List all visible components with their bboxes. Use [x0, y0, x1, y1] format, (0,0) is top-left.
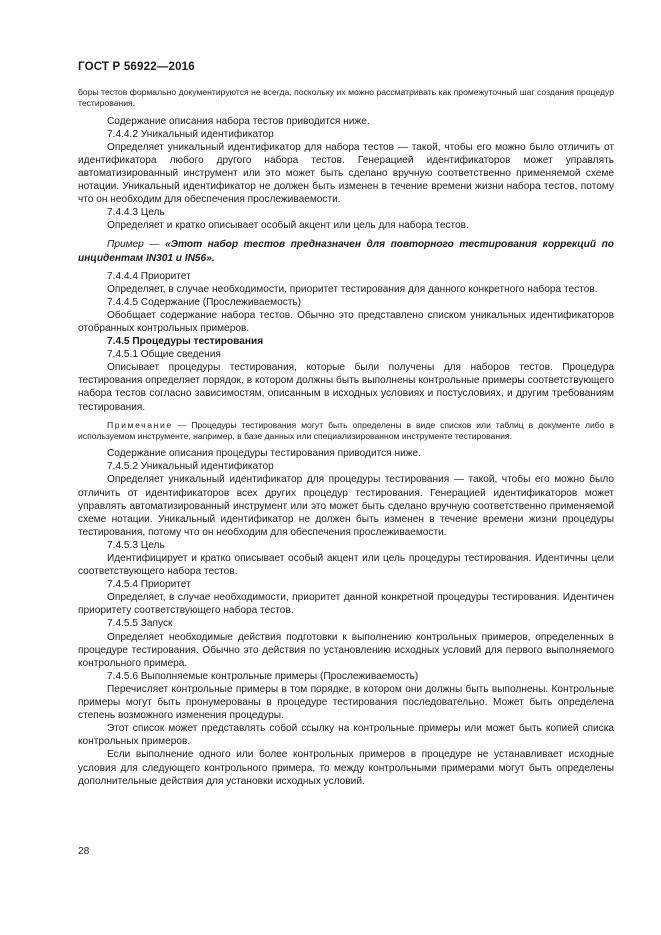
- paragraph: Содержание описания процедуры тестирования приводится ниже.: [107, 448, 421, 460]
- section-heading-7455: 7.4.5.5 Запуск: [107, 618, 173, 630]
- section-heading-7453: 7.4.5.3 Цель: [107, 539, 165, 551]
- section-heading-745: 7.4.5 Процедуры тестирования: [107, 336, 264, 348]
- document-body: [78, 87, 614, 788]
- paragraph: Содержание описания набора тестов приводится ниже.: [107, 115, 370, 127]
- paragraph: Обобщает содержание набора тестов. Обычно это представлено списком уникальных идентификаторов отобранных контрольных примеров.: [78, 309, 614, 334]
- example-label: Пример —: [107, 239, 160, 251]
- note-block: [78, 420, 614, 443]
- section-heading-7454: 7.4.5.4 Приоритет: [107, 579, 191, 591]
- paragraph: Определяет уникальный идентификатор для набора тестов — такой, чтобы его можно было отличить от идентификатора любого другого набора тестов. Генерацией идентификаторов может управлять автоматизированный инструмент или это может быть сделано вручную соответственно применяемой схеме нотации. Уникальный идентификатор не должен быть изменен в течение времени жизни набора тестов, потому что он необходим для обеспечения прослеживаемости.: [78, 141, 614, 206]
- paragraph: Определяет и кратко описывает особый акцент или цель для набора тестов.: [107, 220, 469, 232]
- paragraph: Определяет, в случае необходимости, приоритет тестирования для данного конкретного набора тестов.: [107, 283, 598, 295]
- section-heading-7452: 7.4.5.2 Уникальный идентификатор: [107, 461, 274, 473]
- section-heading-7442: 7.4.4.2 Уникальный идентификатор: [107, 128, 274, 140]
- section-heading-7444: 7.4.4.4 Приоритет: [107, 270, 191, 282]
- section-heading-7445: 7.4.4.5 Содержание (Прослеживаемость): [107, 296, 302, 308]
- paragraph: Этот список может представлять собой ссылку на контрольные примеры или может быть копией списка контрольных примеров.: [78, 723, 614, 748]
- paragraph: Определяет уникальный идентификатор для процедуры тестирования — такой, чтобы его можно было отличить от идентификаторов всех других процедур тестирования. Генерацией идентификаторов может управлять автоматизированный инструмент или это может быть сделано вручную соответственно применяемой схеме нотации. Уникальный идентификатор не должен быть изменен в течение времени жизни процедуры тестирования, потому что он необходим для обеспечения прослеживаемости.: [78, 474, 614, 538]
- section-heading-7443: 7.4.4.3 Цель: [107, 207, 165, 219]
- example-text: «Этот набор тестов предназначен для повторного тестирования коррекций по инцидентам IN301 и IN56».: [78, 239, 614, 264]
- note-text: — Процедуры тестирования могут быть определены в виде списков или таблиц в документе либо в используемом инструменте, например, в базе данных или специализированном инструменте тестирования.: [78, 419, 614, 441]
- page-number: 28: [78, 846, 90, 857]
- intro-paragraph: боры тестов формально документируются не всегда, поскольку их можно рассматривать как промежуточный шаг создания процедур тестирования.: [78, 87, 614, 109]
- section-heading-7451: 7.4.5.1 Общие сведения: [107, 349, 221, 361]
- example-block: [78, 238, 614, 264]
- paragraph: Идентифицирует и кратко описывает особый акцент или цель процедуры тестирования. Идентичны цели соответствующего набора тестов.: [78, 553, 614, 578]
- note-label: Примечание: [107, 419, 173, 430]
- paragraph: Если выполнение одного или более контрольных примеров в процедуре не устанавливает исходные условия для следующего контрольного примера, то между контрольными примерами могут быть определены дополнительные действия для установки исходных условий.: [78, 749, 614, 787]
- paragraph: Определяет необходимые действия подготовки к выполнению контрольных примеров, определенных в процедуре тестирования. Обычно это действия по установлению исходных условий для первого выполняемого контрольного примера.: [78, 631, 614, 669]
- paragraph: Определяет, в случае необходимости, приоритет данной конкретной процедуры тестирования. Идентичен приоритету соответствующего набора тестов.: [78, 592, 614, 617]
- standard-header: ГОСТ Р 56922—2016: [78, 61, 195, 73]
- paragraph: Описывает процедуры тестирования, которые были получены для наборов тестов. Процедура тестирования определяет порядок, в котором должны быть выполнены контрольные примеры соответствующего набора тестов согласно зависимостям, описанным в исходных условиях и постусловиях, и другим требованиям тестирования.: [78, 362, 614, 413]
- section-heading-7456: 7.4.5.6 Выполняемые контрольные примеры (Прослеживаемость): [107, 670, 419, 682]
- paragraph: Перечисляет контрольные примеры в том порядке, в котором они должны быть выполнены. Контрольные примеры могут быть пронумерованы в процедуре тестирования последовательно. Может быть определена степень возможного изменения процедуры.: [78, 683, 614, 722]
